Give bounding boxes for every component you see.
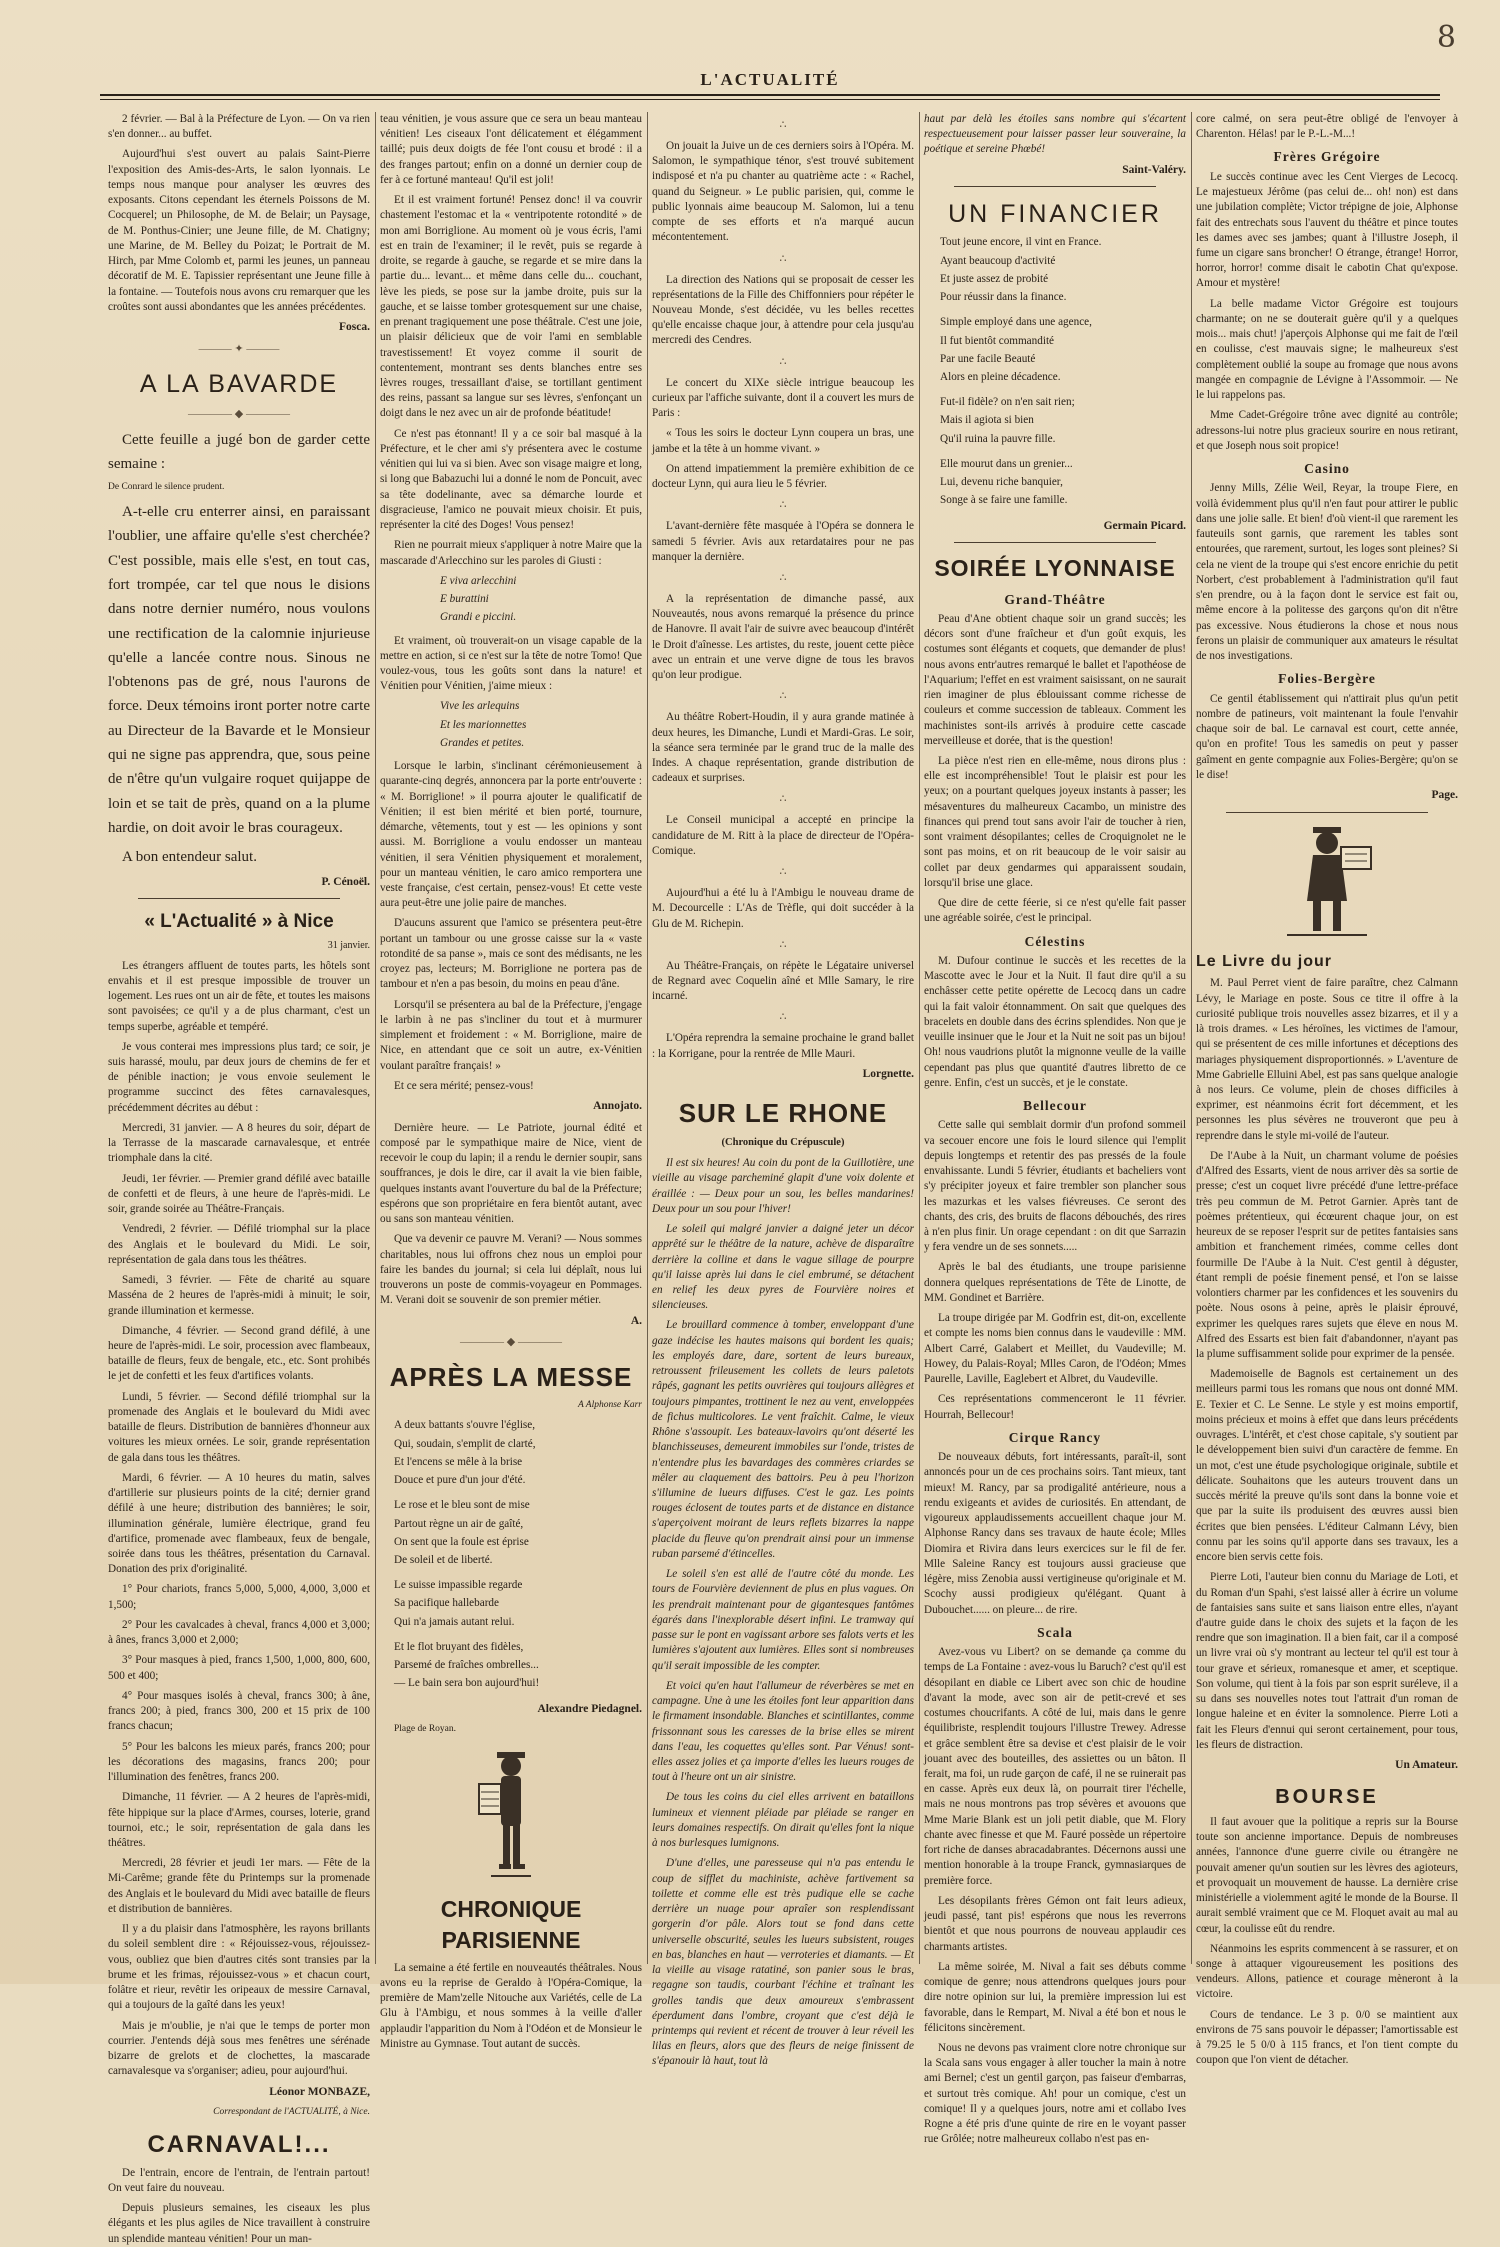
paragraph: 5° Pour les balcons les mieux parés, francs 200; pour les décorations des magasins, francs 200; pour l'illumination des fenêtres, francs 200. xyxy=(108,1740,370,1784)
ornament-divider: ∴ xyxy=(779,1011,787,1024)
signature: Lorgnette. xyxy=(862,1067,914,1080)
ornament-divider: ———— ◆ ———— xyxy=(460,1336,562,1349)
verse xyxy=(380,699,642,751)
quote-note: De Conrard le silence prudent. xyxy=(108,482,225,493)
paragraph: Au Théâtre-Français, on répète le Légataire universel de Regnard avec Coquelin aîné et Mlle Samary, le rire incarné. xyxy=(652,959,914,1003)
verse-line: Ayant beaucoup d'activité xyxy=(940,254,1056,267)
verse-line: Songe à se faire une famille. xyxy=(940,494,1068,507)
article-title: Le Livre du jour xyxy=(1196,952,1333,970)
paragraph: Mardi, 6 février. — A 10 heures du matin, salves d'artillerie sur plusieurs points de la cité; dernier grand défilé à une heure; distribution des bannières; le soir, illumination générale, lumière électrique, grand feu d'artifice, promenade avec flambeaux, feux de bengale, soirée dans tous les théâtres, présentation du Carnaval. Donation des prix d'originalité. xyxy=(108,1471,370,1576)
paragraph: « Tous les soirs le docteur Lynn coupera un bras, une jambe et la tête à un homme vivant. » xyxy=(652,427,914,455)
signature: Fosca. xyxy=(339,321,370,334)
article-title: SOIRÉE LYONNAISE xyxy=(934,555,1176,582)
paragraph: 2° Pour les cavalcades à cheval, francs 4,000 et 3,000; à ânes, francs 3,000 et 2,000; xyxy=(108,1618,370,1647)
article-title: SUR LE RHONE xyxy=(678,1098,888,1129)
paragraph: Néanmoins les esprits commencent à se rassurer, et on songe à attaquer vigoureusement les positions des vendeurs. Allons, patience et courage mèneront à la victoire. xyxy=(1196,1942,1458,2001)
bookseller-illustration-icon xyxy=(1267,821,1387,941)
paragraph: Pierre Loti, l'auteur bien connu du Mariage de Loti, et du Roman d'un Spahi, s'est laissé aller à écrire un volume de fantaisies sans suite et sans liaison entre elles, n'ayant d'autre guide dans le choix des sujets et la façon de les rendre que son imagination. Il a bien fait, car il a composé un livre vrai où s'y montrant au lecteur tel qu'il est tour à tour grave et sérieux, romanesque et amer, et sceptique. Son volume, qui tient à la fois par son esprit suréleve, il a su dans ses nouvelles notes tout l'attrait d'un roman de longue haleine et en éviter la somnolence. Pierre Loti a fait les Fleurs d'ennui qui seront certainement, pour tous, les fleurs de distraction. xyxy=(1196,1571,1458,1751)
paragraph: Cette salle qui semblait dormir d'un profond sommeil va secouer encore une fois le lourd silence qui l'emplit depuis longtemps et retentir des pas pressés de la foule envahissante. Lundi 5 février, étudiants et bacheliers vont s'y précipiter joyeux et faire trembler son plancher sous les mazurkas et les valses fiévreuses. Ce seront des chants, des cris, des bruits de flacons débouchés, des rires à n'en plus finir. Un orage cependant : on dit que Sarrazin y fera vendre un de ses sonnets..... xyxy=(924,1119,1186,1254)
verse-line: Qu'il ruina la pauvre fille. xyxy=(940,432,1056,445)
ornament-divider: ∴ xyxy=(779,499,787,512)
paragraph: core calmé, on sera peut-être obligé de l'envoyer à Charenton. Hélas! par le P.-L.-M...! xyxy=(1196,113,1458,141)
paragraph: Ce gentil établissement qui n'attirait plus qu'un petit nombre de patineurs, voit maintenant la foule l'envahir chaque soir de bal. Le carnaval est court, cette année, qu'on en profite! Tous les samedis on peut y passer gaîment en gente compagnie aux Folies-Bergère; qu'on se le dise! xyxy=(1196,692,1458,781)
verse-line: Grandi e piccini. xyxy=(440,611,517,624)
verse-line: Vive les arlequins xyxy=(440,700,520,713)
article-subtitle: (Chronique du Crépuscule) xyxy=(721,1136,845,1148)
paragraph: Cette feuille a jugé bon de garder cette semaine : xyxy=(108,431,370,472)
ornament-divider: ∴ xyxy=(779,938,787,951)
town-crier-illustration-icon xyxy=(471,1744,551,1884)
column-divider xyxy=(375,112,376,1964)
paragraph: D'aucuns assurent que l'amico se présentera peut-être portant un tambour ou une grosse caisse sur la « vaste rotondité de sa panse », mais ce sont des médisants, ne les croyez pas, lecteurs; M. Borriglione ne portera pas de tambour et n'en a pas besoin, du moins en peau d'âne. xyxy=(380,917,642,991)
section-heading: Scala xyxy=(1037,1624,1073,1640)
paragraph: On jouait la Juive un de ces derniers soirs à l'Opéra. M. Salomon, le sympathique ténor, s'est trouvé subitement indisposé et n'a pu chanter au quatrième acte : « Rachel, quand du Seigneur. » Le public parisien, qui, comme le public lyonnais aime beaucoup M. Salomon, lui a tenu compte de ses efforts et n'a marqué aucun mécontentement. xyxy=(652,139,914,244)
paragraph: Après le bal des étudiants, une troupe parisienne donnera quelques représentations de Tête de Linotte, de MM. Gondinet et Barrière. xyxy=(924,1261,1186,1304)
ornament-divider: ∴ xyxy=(779,355,787,368)
verse-line: Pour réussir dans la finance. xyxy=(940,291,1067,304)
paragraph: Lorsque le larbin, s'inclinant cérémonieusement à quarante-cinq degrés, annoncera par la porte entr'ouverte : « M. Borriglione! » il pourra ajouter le qualificatif de Vénitien; il est bien mérité et bien porté, tournure, démarche, vêtements, tout y est — les opinions y sont aussi. M. Borriglione a voulu endosser un manteau vénitien, il sera Vénitien physiquement et moralement, pour un manteau vénitien, le caro amico remportera une veste française, c'est certain, pensez-vous! Et cette veste aura peut-être une jolie paire de manches. xyxy=(380,760,642,910)
paragraph: Les étrangers affluent de toutes parts, les hôtels sont envahis et il est presque impossible de trouver un logement. Les rues ont un air de fête, et toutes les maisons sont pavoisées; ce qu'il y a de plus charmant, c'est un temps superbe, agréable et tempéré. xyxy=(108,959,370,1033)
paragraph: Cours de tendance. Le 3 p. 0/0 se maintient aux environs de 75 sans pouvoir le dépasser; l'amortissable est à 79.25 le 5 0/0 à 115 francs, et l'on tient compte du coupon que l'on vient de détacher. xyxy=(1196,2008,1458,2067)
column-1 xyxy=(108,112,370,2245)
paragraph: De l'Aube à la Nuit, un charmant volume de poésies d'Alfred des Essarts, vient de nous arriver dès sa sortie de presse; c'est un coquet livre précédé d'une lettre-préface très peu commun de M. Petrot Garnier. Après tant de poèmes prétentieux, qui écœurent chaque jour, on est heureux de se reposer l'esprit sur de petites fantaisies sans ambition et franchement rimées, comme celles dont fourmille De l'Aube à la Nuit. C'est gentil à déguster, étant rempli de poésie finement pensé, et l'on se laisse volontiers charmer par les confidences et les souvenirs du poète. Nous osons à peine, après le plaisir éprouvé, exprimer les quelques rares sujets que éleve en nous M. Alfred des Essarts est bien fait d'abandonner, n'ayant pas la plume suffisamment solide pour exprimer de la pensée. xyxy=(1196,1149,1458,1360)
paragraph: De nouveaux débuts, fort intéressants, paraît-il, sont annoncés pour un de ces prochains soirs. Tant mieux, tant mieux! M. Rancy, par sa prodigalité antérieure, nous a rendu exigeants et avides de curiosités. En attendant, de vigoureux applaudissements accueillent chaque jour M. Alphonse Rancy dans ses travaux de haute école; Mlles Diomira et Rivira dans leurs exercices sur le fil de fer. Mlle Saleine Rancy est toujours aussi gracieuse que légère, miss Zenobia aussi vertigineuse qu'originale et M. Scochy aussi prodigieux qu'élégant. Quant à Dubouchet...... on pleure... de rire. xyxy=(924,1451,1186,1616)
paragraph: Mme Cadet-Grégoire trône avec dignité au contrôle; adressons-lui notre plus gracieux sourire en nous retirant, et que Joseph nous soit propice! xyxy=(1196,409,1458,452)
paragraph: Peau d'Ane obtient chaque soir un grand succès; les décors sont d'une fraîcheur et d'un goût exquis, les costumes sont élégants et coquets, que demander de plus! nous avons entr'autres remarqué le ballet et l'apothéose de l'Aquarium; l'effet en est vraiment saisissant, on ne saurait rien imaginer de plus éblouissant comme richesse de couleurs et comme succession de tableaux. Comment les machinistes sont-ils arrivés à produire cette cascade merveilleuse et dorée, that is the question! xyxy=(924,612,1186,747)
section-heading: Frères Grégoire xyxy=(1273,149,1381,165)
separator xyxy=(1226,812,1428,813)
paragraph: La pièce n'est rien en elle-même, nous dirons plus : elle est incompréhensible! Tout le plaisir est pour les yeux; on a pourtant quelques joyeux instants à passer; les mésaventures du malheureux Cacambo, un ministre des finances qui prend tout sans avoir l'air de toucher à rien, sont vraiment désopilantes; celles de Croquignolet ne le sont pas moins, et on rit beaucoup de le voir saisir au collet par deux gendarmes qui apparaissent soudain, lorsqu'il brise une glace. xyxy=(924,754,1186,889)
paragraph: haut par delà les étoiles sans nombre qui s'écartent respectueusement pour laisser passer leur souveraine, la poétique et sereine Phœbé! xyxy=(924,113,1186,156)
column-divider xyxy=(919,112,920,1964)
paragraph: Rien ne pourrait mieux s'appliquer à notre Maire que la mascarade d'Arlecchino sur les paroles di Giusti : xyxy=(380,539,642,567)
article-title: CHRONIQUE PARISIENNE xyxy=(440,1896,582,1954)
paragraph: Jenny Mills, Zélie Weil, Reyar, la troupe Fiere, en voilà évidemment plus qu'il n'en faut pour attirer le public dans une jolie salle. Et bien! d'où vient-il que rarement les fauteuils sont garnis, que rarement les tables sont entourées, que rarement, surtout, les loges sont pleines? Si cela ne vient de la troupe qui s'est encore enrichie du petit Norbert, c'est probablement à l'administration qu'il faut s'en prendre, ou à la façon dont le service est fait ou, même encore à la politesse des garçons qu'on dit n'être pas excessive. Nous étudierons la chose et nous nous ferons un plaisir de communiquer aux amateurs le résultat de nos investigations. xyxy=(1196,482,1458,662)
paragraph: Et ce sera mérité; pensez-vous! xyxy=(394,1079,534,1092)
paragraph: Les désopilants frères Gémon ont fait leurs adieux, jeudi passé, tant pis! espérons que nous les reverrons bientôt et que nous pourrons de nouveau applaudir ces charmants artistes. xyxy=(924,1894,1186,1953)
verse-line: Et le flot bruyant des fidèles, xyxy=(394,1640,524,1653)
signature: Léonor MONBAZE, xyxy=(269,2085,370,2098)
column-divider xyxy=(1191,112,1192,1964)
ornament-divider: ∴ xyxy=(779,866,787,879)
paragraph: 4° Pour masques isolés à cheval, francs 300; à âne, francs 200; à pied, francs 300, 200 et 15 prix de 100 francs chacun; xyxy=(108,1689,370,1733)
paragraph: Il y a du plaisir dans l'atmosphère, les rayons brillants du soleil semblent dire : « Réjouissez-vous, réjouissez-vous, oubliez que bien d'autres cités sont transies par la brume et les frimas, réjouissez-vous » et chacun court, folâtre et rieur, revêtir les oripeaux de messire Carnaval, qui a toujours de la gaîté dans les yeux! xyxy=(108,1923,370,2012)
verse-line: Et l'encens se mêle à la brise xyxy=(394,1455,523,1468)
paragraph: 3° Pour masques à pied, francs 1,500, 1,000, 800, 600, 500 et 400; xyxy=(108,1654,370,1682)
section-heading: Cirque Rancy xyxy=(1008,1429,1102,1445)
article-title: « L'Actualité » à Nice xyxy=(144,911,334,933)
ornament-divider: ∴ xyxy=(779,793,787,806)
verse-line: Simple employé dans une agence, xyxy=(940,316,1092,329)
paragraph: Mademoiselle de Bagnols est certainement un des meilleurs parmi tous les romans que nous ont donné MM. E. Texier et C. Le Senne. Le style y est moins emportif, moins précieux et moins à effet que dans leurs précédents ouvrages. L'intérêt, et c'est chose capitale, s'y soutient par le développement bien suivi d'un caractère de femme. En un mot, c'est une étude psychologique originale, subtile et délicate. Souhaitons que les auteurs trouvent dans un succès mérité la preuve qu'ils sont dans la bonne voie et que par la suite ils produisent des œuvres aussi bien écrites que bien pensées. L'éditeur Calmann Lévy, bien connu par les soins qu'il apporte dans ses travaux, les a encore bien servis cette fois. xyxy=(1196,1368,1458,1564)
ornament-divider: ∴ xyxy=(779,690,787,703)
verse-line: De soleil et de liberté. xyxy=(394,1553,493,1566)
paragraph: A la représentation de dimanche passé, aux Nouveautés, nous avons remarqué la présence du prince de Hanovre. Il avait l'air de suivre avec beaucoup d'intérêt le Droit d'aînesse. Les artistes, du reste, jouent cette pièce avec un entrain et une verve digne de tous les bravos qu'on leur prodigue. xyxy=(652,592,914,682)
section-heading: Bellecour xyxy=(1023,1098,1087,1114)
paragraph: 1° Pour chariots, francs 5,000, 5,000, 4,000, 3,000 et 1,500; xyxy=(108,1583,370,1611)
article-title: A LA BAVARDE xyxy=(139,369,339,398)
article-title: BOURSE xyxy=(1275,1785,1379,1808)
paragraph: Que va devenir ce pauvre M. Verani? — Nous sommes charitables, nous lui offrons chez nous un emploi pour faire les bandes du journal; si cela lui déplaît, nous lui trouverons un poste de commis-voyageur en Pommages. M. Verani doit se souvenir de son premier métier. xyxy=(380,1233,642,1307)
verse-line: Qui, soudain, s'emplit de clarté, xyxy=(394,1437,536,1450)
paragraph: Vendredi, 2 février. — Défilé triomphal sur la place des Anglais et le boulevard du Midi. Le soir, représentation de gala dans tous les théâtres. xyxy=(108,1223,370,1266)
verse-line: Elle mourut dans un grenier... xyxy=(940,457,1073,470)
poem xyxy=(380,1418,642,1691)
dedication: A Alphonse Karr xyxy=(577,1400,642,1411)
ornament-divider: ∴ xyxy=(779,252,787,265)
signature: Alexandre Piedagnel. xyxy=(537,1702,642,1715)
paragraph: Le Conseil municipal a accepté en principe la candidature de M. Ritt à la place de directeur de l'Opéra-Comique. xyxy=(652,814,914,857)
paragraph: Nous ne devons pas vraiment clore notre chronique sur la Scala sans vous engager à aller toucher la main à notre ami Bernel; c'est un gentil garçon, pas faiseur d'embarras, et surtout très comique. Ah! pour un comique, c'est un comique! Il y a quelques jours, notre ami et collabo Ives Rogne a été pris d'une quinte de rire en le voyant passer rue Grôlée; notre malheureux collabo n'est pas en- xyxy=(924,2041,1186,2146)
paragraph: Lundi, 5 février. — Second défilé triomphal sur la promenade des Anglais et le boulevard du Midi avec bataille de fleurs. Distribution de bannières d'honneur aux voitures les mieux ornées. Le soir, grande représentation de gala dans tous les théâtres. xyxy=(108,1390,370,1464)
paragraph: teau vénitien, je vous assure que ce sera un beau manteau vénitien! Les ciseaux l'ont délicatement et élégamment taillé; puis deux doigts de fée l'ont cousu et brodé : il a des franges partout; enfin on a donné un dernier coup de fer à ce fortuné manteau! Qu'il est joli! xyxy=(380,113,642,186)
paragraph: Jeudi, 1er février. — Premier grand défilé avec bataille de confetti et de fleurs, à une heure de l'après-midi. Le soir, grande soirée au Théâtre-Français. xyxy=(108,1172,370,1216)
paragraph: Je vous conterai mes impressions plus tard; ce soir, je suis harassé, moulu, par deux jours de chemins de fer et de pénible inaction; je vous envoie seulement le programme succinct des fêtes carnavalesques, précédemment décrites au début : xyxy=(108,1040,370,1114)
paragraph: A-t-elle cru enterrer ainsi, en paraissant l'oublier, une affaire qu'elle s'est cherchée? C'est possible, mais elle s'est, en tout cas, fort trompée, car tel que nous le disions dans notre dernier numéro, nous voulons une rectification de la calomnie injurieuse qu'elle a lancée contre nous. Sinous ne l'obtenons pas de gré, nous l'aurons de force. Deux témoins iront porter notre carte au Directeur de la Bavarde et le Monsieur qui ne signe pas apprendra, que, sous peine de n'être qu'un vulgaire roquet quijappe de loin et se tait de près, quand on a la plume hardie, on doit avoir le bras courageux. xyxy=(108,504,370,836)
paragraph: Mais je m'oublie, je n'ai que le temps de porter mon courrier. J'entends déjà sous mes fenêtres une sérénade bizarre de grelots et de clochettes, la mascarade carnavalesque va s'organiser; adieu, pour aujourd'hui. xyxy=(108,2019,370,2078)
signature: Germain Picard. xyxy=(1103,519,1186,532)
signature: Saint-Valéry. xyxy=(1122,163,1186,176)
dateline: 31 janvier. xyxy=(327,939,370,951)
signature: Annojato. xyxy=(593,1100,642,1113)
paragraph: Le brouillard commence à tomber, enveloppant d'une gaze indécise les hautes maisons qui bordent les quais; les employés dare, dare, sortent de leurs bureaux, retroussent frileusement les collets de leurs paletots râpés, gagnant les petits ouvrières qui toujours allègres et toujours pimpantes, trottinent le nez au vent, enveloppées de fichus multicolores. Le vent fraîchit. Calme, le vieux Rhône s'assoupit. Les bateaux-lavoirs qu'ont déserté les blanchisseuses, demeurent immobiles sur l'onde, tristes de n'entendre plus les bavardages des commères criardes se mêler au claquement des battoirs. Peu à peu l'horizon s'illumine de lueurs diffuses. C'est le gaz. Les points rouges éclosent de toutes parts et de distance en distance s'aperçoivent moirant de leurs reflets bizarres la nappe placide du fleuve qu'on prendrait ainsi pour un immense ruban parsemé d'étincelles. xyxy=(652,1319,914,1560)
paragraph: La belle madame Victor Grégoire est toujours charmante; on ne se douterait guère qu'il y a quelques mois... mais chut! j'aperçois Alphonse qui me fait de l'œil en coulisse, c'est mauvais signe; le malheureux s'est complètement oublié la soupe au fromage que nous avons mangée en compagnie de Lévigne à l'Assommoir. — Ne le lui rappelons pas. xyxy=(1196,297,1458,402)
masthead: L'ACTUALITÉ xyxy=(700,70,840,89)
verse-line: Alors en pleine décadence. xyxy=(940,370,1061,383)
verse-line: Tout jeune encore, il vint en France. xyxy=(940,236,1102,249)
paragraph: Ce n'est pas étonnant! Il y a ce soir bal masqué à la Préfecture, et le cher ami s'y présentera avec le costume vénitien qui lui va si bien. Avec son visage maigre et long, si long que Babazuchi lui a donné le nom de Poncuit, avec sa tête dodelinante, avec sa démarche lourde et disgracieuse, l'amico ne pouvait mieux choisir. Et puis, représenter la cité des Doges! Vous pensez! xyxy=(380,427,642,532)
paragraph: De tous les coins du ciel elles arrivent en bataillons lumineux et viennent pléiade par pléiade se ranger en leurs domaines respectifs. On dirait qu'elles font la nique à nos burlesques lumignons. xyxy=(652,1791,914,1850)
separator xyxy=(954,542,1156,543)
section-heading: Folies-Bergère xyxy=(1278,671,1376,687)
ornament-divider: ∴ xyxy=(779,571,787,584)
article-title: APRÈS LA MESSE xyxy=(389,1362,633,1393)
verse-line: Par une facile Beauté xyxy=(940,352,1036,365)
column-2 xyxy=(380,112,642,2050)
ornament-divider: ∴ xyxy=(779,119,787,131)
verse-line: Partout règne un air de gaîté, xyxy=(394,1517,524,1530)
paragraph: La semaine a été fertile en nouveautés théâtrales. Nous avons eu la reprise de Geraldo à l'Opéra-Comique, la première de Mam'zelle Nitouche aux Variétés, celle de La Glu à l'Ambigu, et nous sommes à la veille d'aller applaudir l'apparition du Nom à l'Odéon et de Monsieur le Ministre au Gymnase. Tout autant de succès. xyxy=(380,1961,642,2050)
paragraph: De l'entrain, encore de l'entrain, de l'entrain partout! On veut faire du nouveau. xyxy=(108,2166,370,2194)
paragraph: Et voici qu'en haut l'allumeur de réverbères se met en campagne. Une à une les étoiles font leur apparition dans le firmament insondable. Blanches et scintillantes, comme frissonnant sous les caresses de la brise elles se mirent dans l'eau, les coquettes qu'elles sont. Par Vénus! sont-elles assez jolies et ça importe d'elles les lueurs rouges de tout à l'heure ont un air sinistre. xyxy=(652,1679,914,1784)
paragraph: Le succès continue avec les Cent Vierges de Lecocq. Le majestueux Jérôme (pas celui de... oh! non) est dans une jubilation complète; Victor trépigne de joie, Alphonse fait des entrechats sous l'auvent du théâtre et pince toutes les dames avec ses jambes; quant à l'illustre Joseph, il fume un cigare sans broncher! O étrange, étrange! Horror, horror, horror! comme disait le cabotin Chat qu'expose. Amour et mystère! xyxy=(1196,170,1458,290)
section-heading: Grand-Théâtre xyxy=(1004,591,1106,607)
paragraph: Ces représentations commenceront le 11 février. Hourrah, Bellecour! xyxy=(924,1393,1186,1421)
paragraph: Dimanche, 11 février. — A 2 heures de l'après-midi, fête hippique sur la place d'Armes, courses, loterie, grand tournoi, etc.; le soir, représentation de gala dans les théâtres. xyxy=(108,1791,370,1849)
signature: A. xyxy=(630,1314,642,1327)
paragraph: Le soleil s'en est allé de l'autre côté du monde. Les tours de Fourvière deviennent de plus en plus vagues. On les prendrait maintenant pour de gigantesques fantômes égarés dans l'inexplorable désert infini. Le tramway qui passe sur le pont en vagissant arbore ses falots verts et les lumières s'ajoutent aux lumières. Elles sont si nombreuses qu'il serait impossible de les compter. xyxy=(652,1568,914,1672)
verse-line: Mais il agiota si bien xyxy=(940,414,1034,427)
ornament-divider: ———— ◆ ———— xyxy=(188,407,290,420)
verse-line: Fut-il fidèle? on n'en sait rien; xyxy=(940,396,1075,409)
paragraph: Dimanche, 4 février. — Second grand défilé, à une heure de l'après-midi. Le soir, procession avec flambeaux, bataille de fleurs, feux de bengale, etc., etc. Sont prohibés le jet de confetti et les feux d'artifices volants. xyxy=(108,1324,370,1383)
paragraph: M. Paul Perret vient de faire paraître, chez Calmann Lévy, le Mariage en poste. Sous ce titre il offre à la curiosité publique trois nouvelles assez bizarres, et il y a là trois drames. « Les héroïnes, les victimes de l'amour, qui se présentent de ces mille infortunes et déceptions des mariages physiquement disproportionnés. » L'aventure de Mme Gabrielle Elluini Abel, est pas sans quelque analogie à nos leurs. Ce volume, plein de choses difficiles à exprimer, est néanmoins écrit fort décemment, et les personnes les plus sévères ne trouveront que peu à reprendre dans le style mi-voilé de l'auteur. xyxy=(1196,977,1458,1142)
verse-line: Grandes et petites. xyxy=(440,736,525,749)
paragraph: Mercredi, 28 février et jeudi 1er mars. — Fête de la Mi-Carême; grande fête du Printemps sur la promenade des Anglais et le boulevard du Midi avec bataille de fleurs et distribution de bannières. xyxy=(108,1857,370,1915)
paragraph: D'une d'elles, une paresseuse qui n'a pas entendu le coup de sifflet du machiniste, achève fartivement sa toilette et comme elle est très pudique elle se cache derrière un nuage pour apraîer son resplendissant gorgerin d'or pâle. Alors tout se fond dans cette universelle obscurité, seules les lueurs subsistent, rouges en bas, blanches en haut — verroteries et diamants. — Et la vieille au visage ratatiné, son panier sous le bras, regagne son taudis, courbant l'échine et traînant les grolles tandis que deux amoureux s'embrassent éperdument dans l'ombre, croyant que c'est déjà le printemps qui revient et récent de trouver à leur réveil les lilas en fleurs, alors que des fleurs de neige finissent de s'épanouir là haut, tout là xyxy=(652,1857,914,2068)
paragraph: Le soleil qui malgré janvier a daigné jeter un décor apprêté sur le théâtre de la nature, achève de disparaître derrière la colline et dans le vague sillage de pourpre qu'il laisse après lui dans le ciel embrumé, se détachent en relief les deux pyres de Fourvière noires et silencieuses. xyxy=(652,1223,914,1312)
paragraph: Depuis plusieurs semaines, les ciseaux les plus élégants et les plus agiles de Nice travaillent à construire un splendide manteau vénitien! Pour un man- xyxy=(108,2202,370,2245)
verse-line: Le rose et le bleu sont de mise xyxy=(394,1499,530,1512)
verse-line: Parsemé de fraîches ombrelles... xyxy=(394,1659,539,1672)
masthead-rule xyxy=(100,94,1440,100)
article-title: UN FINANCIER xyxy=(948,200,1162,229)
paragraph: Mercredi, 31 janvier. — A 8 heures du soir, départ de la Terrasse de la mascarade carnavalesque, et entrée triomphale dans la cité. xyxy=(108,1121,370,1165)
paragraph: Avez-vous vu Libert? on se demande ça comme du temps de La Fontaine : avez-vous lu Baruch? c'est qu'il est désopilant en diable ce Libert avec son chic de houdine d'avant la mode, avec son air de petit-crevé et ses costumes choucrifants. A côté de lui, mais dans le genre équilibriste, resplendit toujours l'illustre Trewey. Adresse et grâce semblent être sa devise et c'est plaisir de le voir jouant avec des bouteilles, des assiettes ou un bâton. Il ferait, ma foi, un rude garçon de café, il ne se ruinerait pas en casse. Après eux deux là, on pourrait tirer l'échelle, mais ne nous montrons pas trop sévères et avouons que Mme Marie Blank est un joli petit diable, que M. Flory chante avec finesse et que M. Fauré possède un répertoire fort riche de danses abracadabrantes. Décernons aussi une mention honorable à la troupe Franck, gymnasiarques de première force. xyxy=(924,1646,1186,1887)
separator xyxy=(954,186,1156,187)
paragraph: Au théâtre Robert-Houdin, il y aura grande matinée à deux heures, les Dimanche, Lundi et Mardi-Gras. Le soir, la séance sera terminée par le grand truc de la malle des Indes. A chaque représentation, grande distribution de cadeaux et surprises. xyxy=(652,711,914,785)
paragraph: Et il est vraiment fortuné! Pensez donc! il va couvrir chastement l'estomac et la « ventripotente rotondité » de mon ami Borriglione. Au moment où je vous écris, l'ami est en train de l'examiner; il le revêt, puis se regarde à droite, se regarde à gauche, se regarde et se mire dans la partie du... levant... et même dans celle du... couchant, lève les pieds, se pose sur la jambe droite, puis sur la gauche, et se laisse tomber grotesquement sur une chaise, en prenant tragiquement une pose théâtrale. C'est une joie, un plaisir délicieux que de voir l'ami en semblable travestissement! Et voyez comme il sourit de contentement, montrant ses dents blanches entre ses lèvres rouges, tressaillant d'aise, se tortillant gentiment des reins, passant sa langue sur ses lèvres, s'enfonçant un doigt dans le nez avec un air de profonde béatitude! xyxy=(380,194,642,420)
column-divider xyxy=(647,112,648,1964)
paragraph: A bon entendeur salut. xyxy=(122,849,257,866)
verse-line: On sent que la foule est éprise xyxy=(394,1535,529,1548)
verse-line: Douce et pure d'un jour d'été. xyxy=(394,1474,526,1487)
verse-line: Lui, devenu riche banquier, xyxy=(940,476,1063,489)
paragraph: Aujourd'hui s'est ouvert au palais Saint-Pierre l'exposition des Amis-des-Arts, le salon lyonnais. Le temps nous manque pour analyser les œuvres des exposants. Citons cependant les éternels Poissons de M. Cocquerel; un Philosophe, de M. de Belair; un Paysage, de M. Ponthus-Cinier; une Jeune fille, de M. Chatigny; une Marine, de M. Belley du Poizat; le Portrait de M. Hirch, par Mme Colomb et, parmi les jeunes, un panneau décoratif de M. E. Tapissier représentant une Jeune fille à la fontaine. — Toutefois nous avons cru remarquer que les croûtes sont aussi abondantes que les années précédentes. xyxy=(108,148,370,313)
verse-line: — Le bain sera bon aujourd'hui! xyxy=(394,1677,540,1690)
paragraph: Il est six heures! Au coin du pont de la Guillotière, une vieille au visage parcheminé glapit d'une voix dolente et éraillée : — Deux pour un sou, les belles mandarines! Deux pour un sou pour l'hiver! xyxy=(652,1157,914,1215)
paragraph: Que dire de cette féerie, si ce n'est qu'elle fait passer une agréable soirée, c'est le principal. xyxy=(924,897,1186,925)
signature: Page. xyxy=(1431,788,1458,801)
place-note: Plage de Royan. xyxy=(394,1724,457,1735)
paragraph: Dernière heure. — Le Patriote, journal édité et composé par le sympathique maire de Nice, vient de recevoir le coup du lapin; il a rendu le dernier soupir, sans souffrances, je dois le dire, car il avait la vie bien faible, quelques instants avant l'ouverture du bal de la Préfecture; espérons que son propriétaire en fera bientôt autant, avec ou sans son manteau vénitien. xyxy=(380,1121,642,1226)
column-4 xyxy=(924,112,1186,2146)
paragraph: L'avant-dernière fête masquée à l'Opéra se donnera le samedi 5 février. Avis aux retardataires pour ne pas manquer la dernière. xyxy=(652,520,914,563)
verse-line: Qui n'a jamais autant relui. xyxy=(394,1615,515,1628)
verse xyxy=(380,574,642,626)
paragraph: Et vraiment, où trouverait-on un visage capable de la mettre en action, si ce n'est sur la tête de notre Tomo! Que voulez-vous, tous les goûts sont dans la nature! et Vénitien pour Vénitien, j'aime mieux : xyxy=(380,634,642,693)
verse-line: Il fut bientôt commandité xyxy=(940,334,1055,347)
verse-line: Le suisse impassible regarde xyxy=(394,1579,523,1592)
article-title: CARNAVAL!... xyxy=(147,2131,331,2159)
verse-line: E viva arlecchini xyxy=(440,574,517,587)
paragraph: L'Opéra reprendra la semaine prochaine le grand ballet : la Korrigane, pour la rentrée de Mlle Mauri. xyxy=(652,1032,914,1060)
ornament-divider: ——— ✦ ——— xyxy=(198,342,280,355)
paragraph: Samedi, 3 février. — Fête de charité au square Masséna de 2 heures de l'après-midi à minuit; le soir, grande illumination et kermesse. xyxy=(108,1274,370,1317)
paragraph: M. Dufour continue le succès et les recettes de la Mascotte avec le Jour et la Nuit. Il faut dire qu'il a su enchâsser cette petite opérette de Lecocq dans un cadre qui la fait valoir étonnamment. On sait que quelques des bracelets en double dans des écrins splendides. Non que je veuille insinuer que le Jour et la Nuit ne soit pas un bijou! Oh! nous vaudrions plutôt la mignonne veulle de la vaille cependant pas plus que quantité d'autres libretto de ce genre. Enfin, c'est un succès, et je le constate. xyxy=(924,954,1186,1089)
paragraph: Le concert du XIXe siècle intrigue beaucoup les curieux par l'affiche suivante, dont il a couvert les murs de Paris : xyxy=(652,376,914,420)
section-heading: Célestins xyxy=(1024,933,1086,949)
paragraph: La direction des Nations qui se proposait de cesser les représentations de la Fille des Chiffonniers pour répéter le Nouveau Monde, s'est décidée, vu les belles recettes qu'elle encaisse chaque jour, à attendre pour cela jusqu'au mercredi des Cendres. xyxy=(652,273,914,347)
signature: Un Amateur. xyxy=(1395,1759,1458,1772)
verse-line: A deux battants s'ouvre l'église, xyxy=(394,1419,536,1432)
paragraph: 2 février. — Bal à la Préfecture de Lyon. — On va rien s'en donner... au buffet. xyxy=(108,113,370,141)
poem xyxy=(924,235,1186,508)
paragraph: On attend impatiemment la première exhibition de ce docteur Lynn, qui aura lieu le 5 février. xyxy=(652,462,914,491)
section-heading: Casino xyxy=(1304,461,1350,477)
paragraph: La même soirée, M. Nival a fait ses débuts comme comique de genre; nous attendrons quelques jours pour dire notre opinion sur lui, la première impression lui est favorable, dans le Rempart, M. Nival a été bon et nous le félicitons sincèrement. xyxy=(924,1960,1186,2034)
column-3 xyxy=(652,112,914,2068)
verse-line: Et les marionnettes xyxy=(440,718,527,731)
signature: P. Cénoël. xyxy=(321,875,370,888)
paragraph: Il faut avouer que la politique a repris sur la Bourse toute son ancienne importance. Depuis de nombreuses années, l'annonce d'une guerre civile ou étrangère ne pouvait amener qu'un soutien sur les lèvres des agioteurs, et provoquait un mouvement de hausse. La dernière crise ministérielle a violemment agité le monde de la Bourse. Il aurait semblé vraiment que ce M. Floquet avait au mal au cœur, la coulisse eût du rendre. xyxy=(1196,1815,1458,1935)
page-number: 8 xyxy=(1436,20,1456,55)
verse-line: Sa pacifique hallebarde xyxy=(394,1597,499,1610)
paragraph: La troupe dirigée par M. Godfrin est, dit-on, excellente et compte les noms bien connus dans le vaudeville : MM. Albert Carré, Galabert et Meillet, du Vaudeville; M. Howey, du Palais-Royal; Mlles Caron, de l'Odéon; Mmes Paurelle, Laville, Eaglebert et Albret, du Vaudeville. xyxy=(924,1312,1186,1386)
separator xyxy=(138,898,340,899)
verse-line: E burattini xyxy=(440,593,489,606)
column-5 xyxy=(1196,112,1458,2067)
verse-line: Et juste assez de probité xyxy=(940,272,1049,285)
paragraph: Lorsqu'il se présentera au bal de la Préfecture, j'engage le larbin à ne pas s'incliner du tout et à murmurer simplement et froidement : « M. Borriglione, maire de Nice, en attendant que ce soit un autre, ex-Vénitien voulant paraître français! » xyxy=(380,998,642,1072)
signature-role: Correspondant de l'ACTUALITÉ, à Nice. xyxy=(213,2107,370,2118)
paragraph: Aujourd'hui a été lu à l'Ambigu le nouveau drame de M. Decourcelle : L'As de Trèfle, qui doit succéder à la Glu de M. Richepin. xyxy=(652,887,914,930)
